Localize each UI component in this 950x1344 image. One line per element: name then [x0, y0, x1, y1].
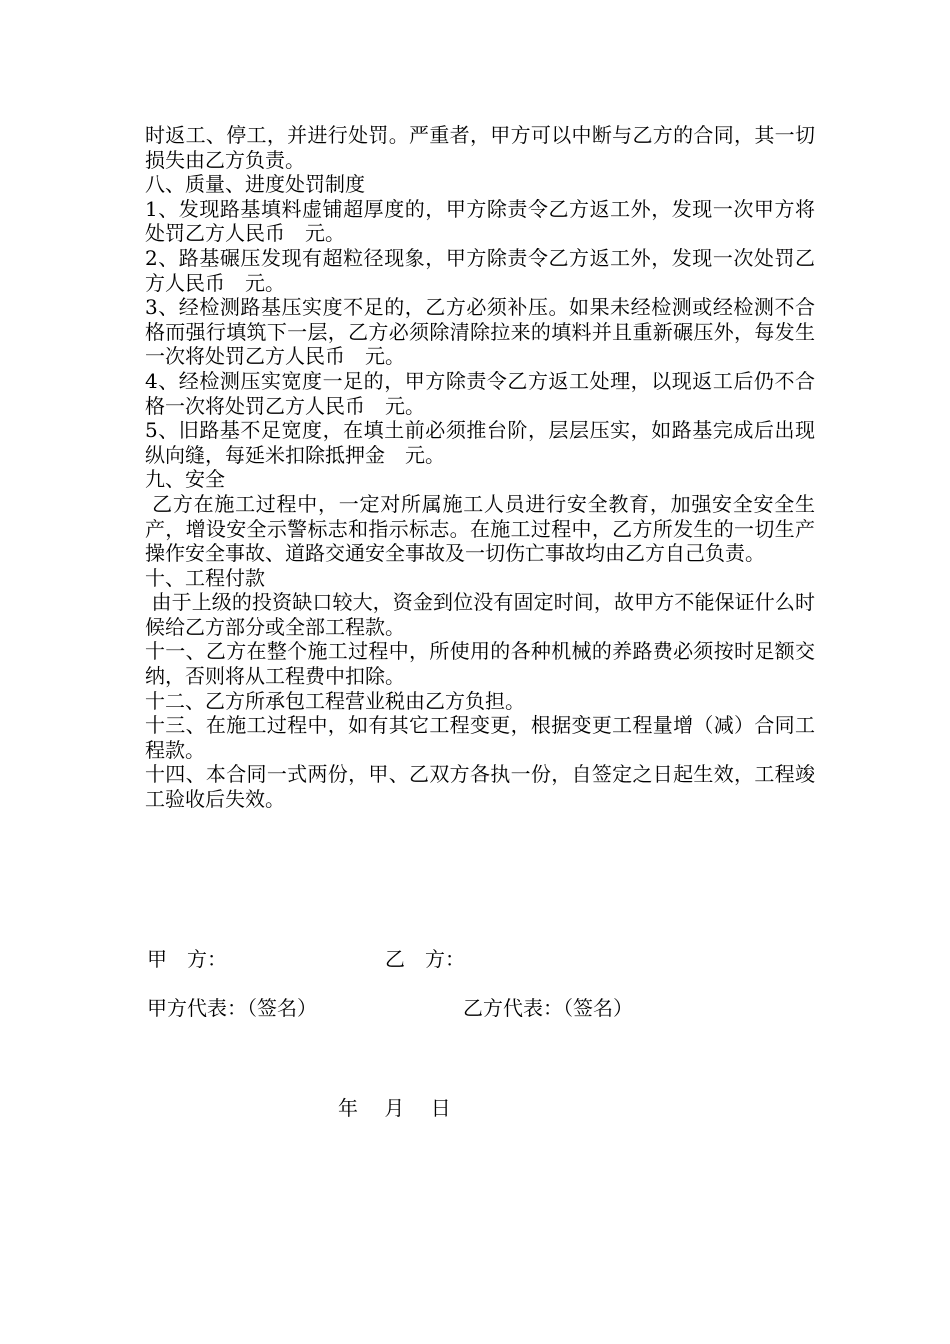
paragraph: 时返工、停工，并进行处罚。严重者，甲方可以中断与乙方的合同，其一切损失由乙方负责。	[145, 123, 815, 172]
clause: 4、经检测压实宽度一足的，甲方除责令乙方返工处理，以现返工后仍不合格一次将处罚乙方人民币 元。	[145, 368, 815, 418]
party-a-label: 甲 方：	[147, 947, 227, 971]
clause: 十三、在施工过程中，如有其它工程变更，根据变更工程量增（减）合同工程款。	[145, 713, 815, 762]
clause: 5、旧路基不足宽度，在填土前必须推台阶，层层压实，如路基完成后出现纵向缝，每延米扣除抵押金 元。	[145, 418, 815, 467]
clause: 3、经检测路基压实度不足的，乙方必须补压。如果未经检测或经检测不合格而强行填筑下一层，乙方必须除清除拉来的填料并且重新碾压外，每发生一次将处罚乙方人民币 元。	[145, 295, 815, 369]
clause: 1、发现路基填料虚铺超厚度的，甲方除责令乙方返工外，发现一次甲方将处罚乙方人民币 元。	[145, 196, 815, 246]
party-b-representative: 乙方代表：（签名）	[463, 996, 633, 1020]
clause: 十一、乙方在整个施工过程中，所使用的各种机械的养路费必须按时足额交纳，否则将从工程费中扣除。	[145, 639, 815, 689]
signing-date: 年 月 日	[338, 1096, 451, 1120]
clause: 十四、本合同一式两份，甲、乙双方各执一份，自签定之日起生效，工程竣工验收后失效。	[145, 762, 815, 812]
section-heading: 十、工程付款	[145, 565, 265, 590]
clause: 2、路基碾压发现有超粒径现象，甲方除责令乙方返工外，发现一次处罚乙方人民币 元。	[145, 245, 815, 295]
section-heading: 九、安全	[145, 467, 225, 492]
contract-body	[145, 123, 815, 812]
clause: 十二、乙方所承包工程营业税由乙方负担。	[145, 688, 525, 713]
party-a-representative: 甲方代表：（签名）	[147, 996, 317, 1020]
paragraph: 由于上级的投资缺口较大，资金到位没有固定时间，故甲方不能保证什么时候给乙方部分或全部工程款。	[145, 590, 815, 639]
paragraph: 乙方在施工过程中，一定对所属施工人员进行安全教育，加强安全安全生产，增设安全示警标志和指示标志。在施工过程中，乙方所发生的一切生产操作安全事故、道路交通安全事故及一切伤亡事故均由乙方自己负责。	[145, 491, 816, 566]
section-heading: 八、质量、进度处罚制度	[145, 172, 365, 197]
party-b-label: 乙 方：	[385, 947, 465, 971]
